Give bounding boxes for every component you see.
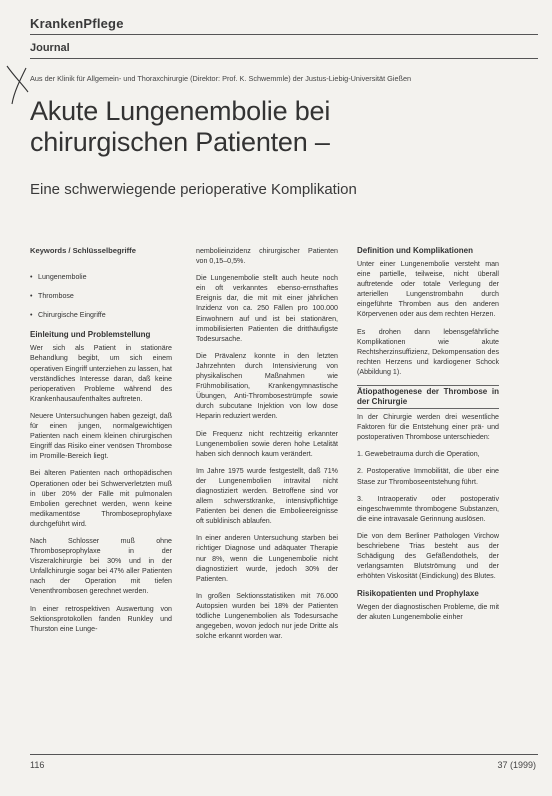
footer-rule [30,754,538,755]
section-rule [30,58,538,59]
paragraph: Wer sich als Patient in stationäre Behandlung begibt, um sich einem operativen Eingriff unterziehen zu lassen, hat verständliches Interesse daran, daß keine perioperativen Probleme während des Krankenhausaufenthaltes auftreten. [30,344,172,403]
keyword-item: • Chirurgische Eingriffe [30,310,172,320]
section-heading-aetiopathogenese: Ätiopathogenese der Thrombose in der Chirurgie [357,385,499,409]
list-item: 3. Intraoperativ oder postoperativ eingeschwemmte thrombogene Substanzen, die eine intravasale Gerinnung auslösen. [357,494,499,523]
text-column-3 [357,246,499,630]
paragraph: Bei älteren Patienten nach orthopädischen Operationen oder bei Schwerverletzten muß in über 20% der Fälle mit pulmonalen Embolien gerechnet werden, wenn keine medikamentöse Thromboseprophylaxe durchgeführt wird. [30,469,172,528]
keyword-item: • Thrombose [30,291,172,301]
list-item: 1. Gewebetrauma durch die Operation, [357,450,480,459]
section-label: Journal [30,42,70,54]
article-title [30,96,330,158]
paragraph: Es drohen dann lebensgefährliche Komplikationen wie akute Rechtsherzinsuffizienz, Dekompensation des rechten Herzens und kardiogener Schock (Abbildung 1). [357,327,499,376]
text-column-2 [196,246,338,648]
text-column-1 [30,246,172,641]
paragraph: Im Jahre 1975 wurde festgestellt, daß 71% der Lungenembolien intravital nicht diagnostiziert werden. Betroffene sind vor allem schwerstkranke, intensivpflichtige Patienten bei denen die Embolieereignisse oft subklinisch ablaufen. [196,466,338,526]
title-line-1: Akute Lungenembolie bei [30,96,331,126]
section-heading-einleitung: Einleitung und Problemstellung [30,330,151,340]
list-item: 2. Postoperative Immobilität, die über eine Stase zur Thromboseentstehung führt. [357,467,499,486]
keyword-item: • Lungenembolie [30,272,172,282]
paragraph: Die Prävalenz konnte in den letzten Jahrzehnten durch Intensivierung von physikalischen Maßnahmen wie Frühmobilisation, Krankengymnastische Übungen, Anti-Thrombosestrümpfe sowie durch subcutane Injektion von low dose Heparin reduziert werden. [196,351,338,421]
article-subtitle: Eine schwerwiegende perioperative Komplikation [30,181,357,198]
section-heading-definition: Definition und Komplikationen [357,246,473,255]
paragraph: Die Lungenembolie stellt auch heute noch ein oft verkanntes ebenso-ernsthaftes Ereignis dar, die mit mit einer jährlichen Inzidenz von ca. 250 Fällen pro 100.000 Einwohnern auf und ist bei stationären, immobilisierten Patienten die dritthäufigste Todesursache. [196,274,338,343]
section-heading-risikopatienten: Risikopatienten und Prophylaxe [357,589,479,599]
title-line-2: chirurgischen Patienten – [30,127,330,157]
paragraph: Unter einer Lungenembolie versteht man eine partielle, teilweise, nicht überall auftretende oder totale Verlegung der arteriellen Lungenstrombahn durch eingeführte Thromben aus den anderen Körpervenen oder aus dem rechten Herzen. [357,260,499,319]
affiliation: Aus der Klinik für Allgemein- und Thoraxchirurgie (Direktor: Prof. K. Schwemmle) der Justus-Liebig-Universität Gießen [30,74,412,83]
magazine-name: KrankenPflege [30,16,124,31]
page-number: 116 [30,760,45,770]
paragraph: Die von dem Berliner Pathologen Virchow beschriebene Trias besteht aus der Schädigung des Gefäßendothels, der verlangsamten Blutströmung und der erhöhten Viskosität (Eindickung) des Blutes. [357,531,499,581]
paragraph: Wegen der diagnostischen Probleme, die mit der akuten Lungenembolie einher [357,603,499,622]
paragraph: Nach Schlosser muß ohne Thromboseprophylaxe in der Viszeralchirurgie bei 30% und in der Unfallchirurgie sogar bei 47% aller Patienten nach der Operation mit tiefen Venenthrombosen gerechnet werden. [30,536,172,596]
paragraph: In einer anderen Untersuchung starben bei richtiger Diagnose und adäquater Therapie nur 8%, wenn die Lungenembolie nicht diagnostiziert wurde, jedoch 30% der Patienten. [196,534,338,583]
paragraph: In einer retrospektiven Auswertung von Sektionsprotokollen fanden Runkley und Thurston eine Lunge- [30,604,172,633]
header-rule [30,34,538,35]
paragraph: Die Frequenz nicht rechtzeitig erkannter Lungenembolien sowie deren hohe Letalität haben sich dennoch kaum verändert. [196,429,338,458]
paragraph: nembolieinzidenz chirurgischer Patienten von 0,15–0,5%. [196,247,338,266]
paragraph: In großen Sektionsstatistiken mit 76.000 Autopsien wurden bei 18% der Patienten tödliche Lungenembolien als Todesursache angegeben, wovon jedoch nur jede Dritte als solche erkannt worden war. [196,591,338,641]
page-header [30,16,538,31]
keywords-heading: Keywords / Schlüsselbegriffe [30,246,136,255]
keywords-list [30,272,172,320]
paragraph: In der Chirurgie werden drei wesentliche Faktoren für die Entstehung einer prä- und postoperativen Thrombose unterschieden: [357,413,499,442]
volume-year: 37 (1999) [497,760,536,770]
paragraph: Neuere Untersuchungen haben gezeigt, daß für einen jungen, normalgewichtigen Patienten nach einem kleinen chirurgischen Eingriff das Risiko einer venösen Thrombose im Promille-Bereich liegt. [30,411,172,461]
